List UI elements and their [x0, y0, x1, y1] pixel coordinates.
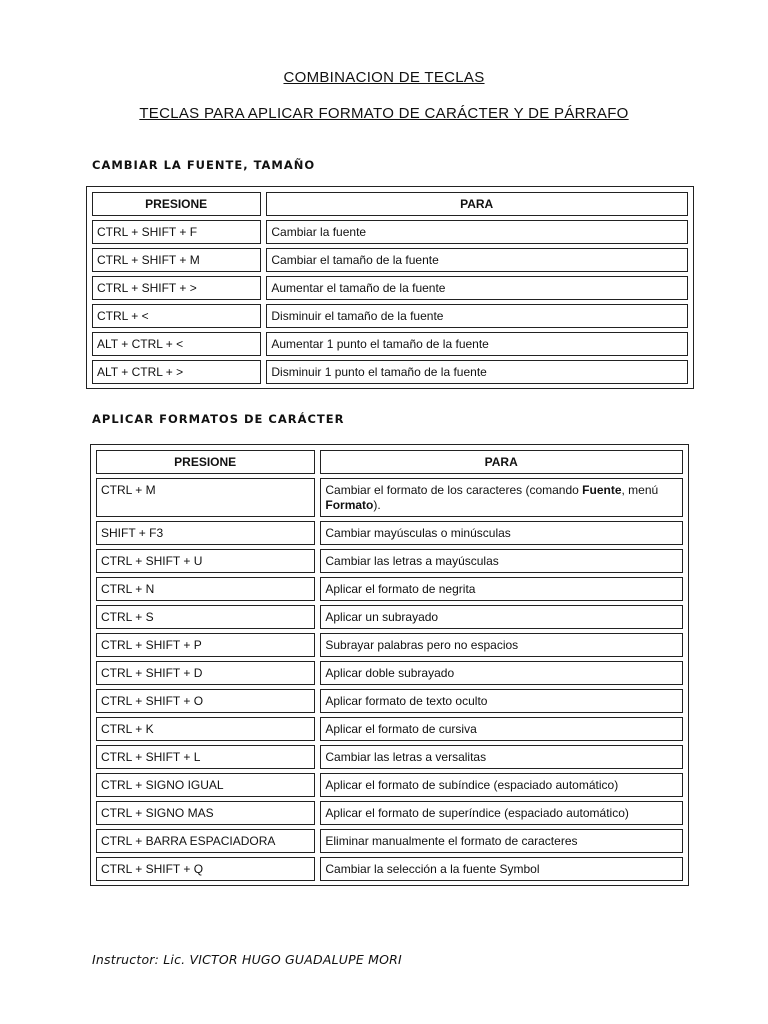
shortcut-keys: CTRL + SHIFT + P — [96, 633, 315, 657]
shortcut-action-part: Cambiar el formato de los caracteres (comando — [325, 483, 583, 497]
shortcut-keys: CTRL + < — [92, 304, 261, 328]
table-row — [96, 689, 683, 713]
shortcut-action: Aplicar el formato de subíndice (espaciado automático) — [320, 773, 683, 797]
shortcut-keys: CTRL + SHIFT + U — [96, 549, 315, 573]
shortcut-table-font — [87, 188, 693, 388]
shortcut-action: Aplicar doble subrayado — [320, 661, 683, 685]
table-row — [96, 857, 683, 881]
shortcut-action: Cambiar las letras a mayúsculas — [320, 549, 683, 573]
shortcut-keys: SHIFT + F3 — [96, 521, 315, 545]
shortcut-keys: CTRL + K — [96, 717, 315, 741]
table-row — [92, 360, 688, 384]
column-header-presione: PRESIONE — [96, 450, 315, 474]
section-heading-fuente: CAMBIAR LA FUENTE, TAMAÑO — [92, 158, 316, 172]
shortcut-action-part: Formato — [325, 498, 374, 512]
column-header-presione: PRESIONE — [92, 192, 261, 216]
shortcut-action: Cambiar el tamaño de la fuente — [266, 248, 688, 272]
shortcut-keys: CTRL + SIGNO IGUAL — [96, 773, 315, 797]
shortcut-keys: CTRL + SHIFT + > — [92, 276, 261, 300]
shortcut-action: Cambiar la selección a la fuente Symbol — [320, 857, 683, 881]
table-row — [96, 717, 683, 741]
shortcut-action-part: , menú — [621, 483, 659, 497]
table-row — [92, 276, 688, 300]
shortcut-action-part: ). — [373, 498, 381, 512]
shortcut-action: Aumentar el tamaño de la fuente — [266, 276, 688, 300]
shortcut-action: Cambiar mayúsculas o minúsculas — [320, 521, 683, 545]
shortcut-action: Aplicar un subrayado — [320, 605, 683, 629]
shortcut-action — [320, 478, 683, 517]
shortcut-keys: CTRL + SHIFT + D — [96, 661, 315, 685]
shortcut-action: Cambiar las letras a versalitas — [320, 745, 683, 769]
table-header-row — [96, 450, 683, 474]
shortcut-action-part: Fuente — [582, 483, 622, 497]
table-row — [96, 745, 683, 769]
shortcut-table-frame-font — [86, 186, 694, 389]
shortcut-table-frame-character — [90, 444, 689, 886]
shortcut-action: Aplicar el formato de cursiva — [320, 717, 683, 741]
table-row — [92, 248, 688, 272]
table-row — [92, 332, 688, 356]
document-subtitle: TECLAS PARA APLICAR FORMATO DE CARÁCTER Y DE PÁRRAFO — [139, 105, 629, 122]
document-title: COMBINACION DE TECLAS — [283, 69, 485, 86]
section-heading-caracter: APLICAR FORMATOS DE CARÁCTER — [92, 412, 345, 426]
shortcut-keys: CTRL + SHIFT + O — [96, 689, 315, 713]
shortcut-action: Aumentar 1 punto el tamaño de la fuente — [266, 332, 688, 356]
column-header-para: PARA — [266, 192, 688, 216]
table-row — [96, 521, 683, 545]
shortcut-keys: CTRL + SHIFT + M — [92, 248, 261, 272]
table-row — [92, 220, 688, 244]
shortcut-keys: CTRL + SHIFT + L — [96, 745, 315, 769]
table-row — [96, 801, 683, 825]
shortcut-action: Aplicar formato de texto oculto — [320, 689, 683, 713]
shortcut-keys: ALT + CTRL + > — [92, 360, 261, 384]
shortcut-action: Disminuir 1 punto el tamaño de la fuente — [266, 360, 688, 384]
table-row — [96, 577, 683, 601]
table-row — [96, 633, 683, 657]
shortcut-keys: CTRL + N — [96, 577, 315, 601]
shortcut-action: Subrayar palabras pero no espacios — [320, 633, 683, 657]
table-row — [96, 829, 683, 853]
table-row — [96, 605, 683, 629]
table-header-row — [92, 192, 688, 216]
shortcut-keys: CTRL + BARRA ESPACIADORA — [96, 829, 315, 853]
shortcut-table-character — [91, 446, 688, 885]
shortcut-action: Cambiar la fuente — [266, 220, 688, 244]
shortcut-keys: CTRL + SHIFT + F — [92, 220, 261, 244]
table-row — [96, 549, 683, 573]
shortcut-keys: CTRL + S — [96, 605, 315, 629]
shortcut-keys: CTRL + M — [96, 478, 315, 517]
shortcut-action: Disminuir el tamaño de la fuente — [266, 304, 688, 328]
shortcut-action: Aplicar el formato de superíndice (espaciado automático) — [320, 801, 683, 825]
shortcut-keys: CTRL + SHIFT + Q — [96, 857, 315, 881]
table-row — [96, 773, 683, 797]
shortcut-action: Eliminar manualmente el formato de caracteres — [320, 829, 683, 853]
column-header-para: PARA — [320, 450, 683, 474]
shortcut-keys: CTRL + SIGNO MAS — [96, 801, 315, 825]
shortcut-action: Aplicar el formato de negrita — [320, 577, 683, 601]
table-row — [96, 478, 683, 517]
table-row — [96, 661, 683, 685]
footer-instructor: Instructor: Lic. VICTOR HUGO GUADALUPE MORI — [92, 952, 402, 967]
table-row — [92, 304, 688, 328]
shortcut-keys: ALT + CTRL + < — [92, 332, 261, 356]
